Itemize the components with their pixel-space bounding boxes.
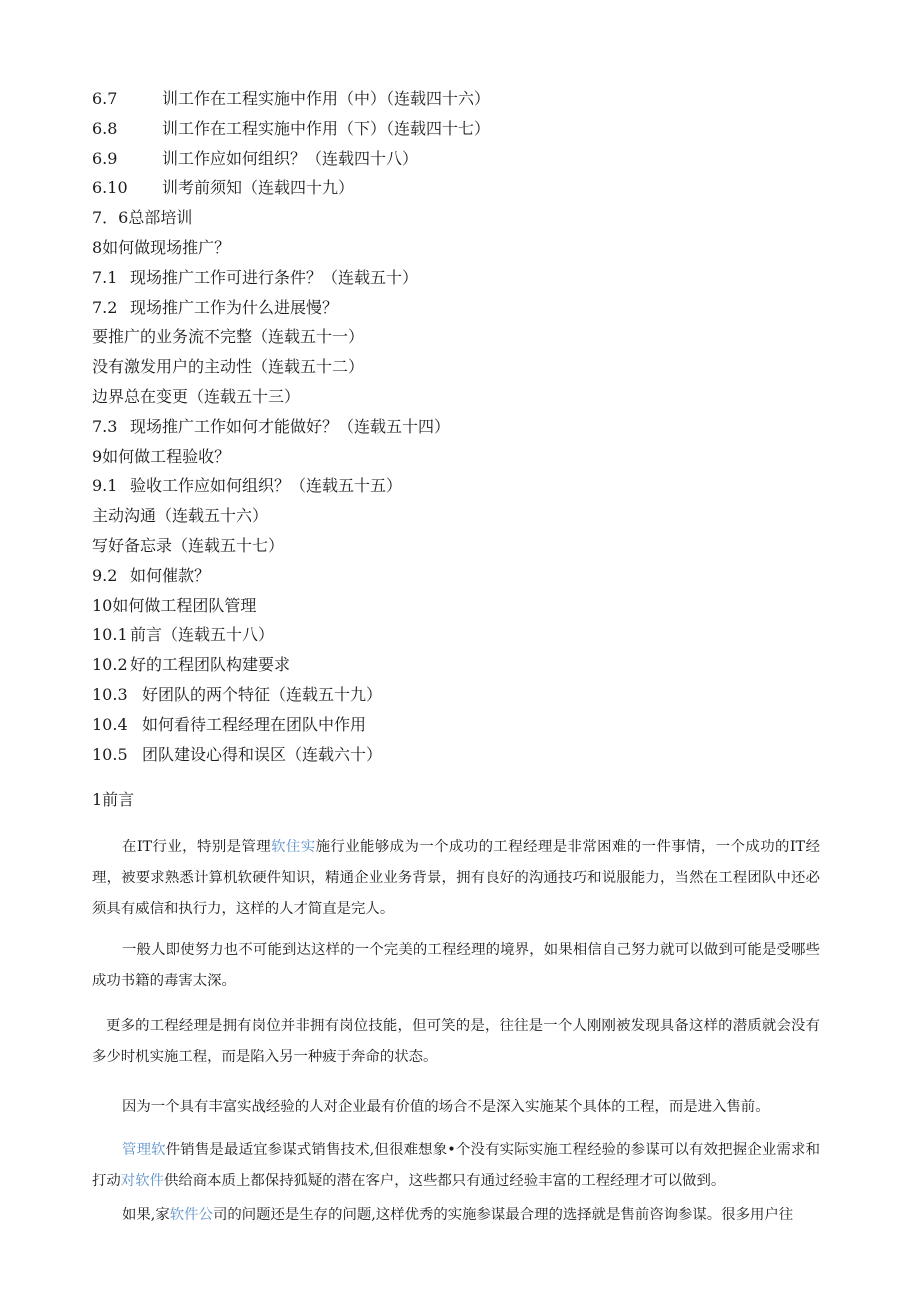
toc-number: 9.1 bbox=[92, 476, 118, 496]
paragraph: 一般人即使努力也不可能到达这样的一个完美的工程经理的境界，如果相信自己努力就可以做到可能是受哪些成功书籍的毒害太深。 bbox=[92, 942, 820, 989]
toc-title: 训工作在工程实施中作用（中）（连载四十六） bbox=[162, 89, 491, 108]
toc-subitem: 边界总在变更（连载五十三） bbox=[92, 386, 301, 406]
paragraph-text: 供给商本质上都保持狐疑的潜在客户，这些都只有通过经验丰富的工程经理才可以做到。 bbox=[163, 1173, 726, 1189]
toc-subitem: 没有激发用户的主动性（连载五十二） bbox=[92, 357, 365, 377]
toc-title: 好团队的两个特征（连载五十九） bbox=[142, 684, 383, 704]
inline-link[interactable]: 管理软 bbox=[122, 1142, 166, 1158]
toc-heading: 9如何做工程验收？ bbox=[92, 446, 231, 466]
inline-link[interactable]: 软件公 bbox=[169, 1207, 213, 1223]
toc-number: 10.1 bbox=[92, 625, 128, 645]
toc-line bbox=[92, 263, 832, 293]
toc-title: 训工作应如何组织？（连载四十八） bbox=[162, 148, 419, 168]
paragraph-text: 在IT行业，特别是管理 bbox=[122, 839, 272, 855]
toc-heading: 7．6总部培训 bbox=[92, 208, 193, 228]
toc-title: 现场推广工作如何才能做好？（连载五十四） bbox=[130, 416, 451, 436]
toc-title: 如何催款？ bbox=[130, 565, 211, 585]
paragraph bbox=[92, 1200, 820, 1231]
toc-number: 6.7 bbox=[92, 89, 118, 108]
toc-title: 现场推广工作可进行条件？（连载五十） bbox=[130, 267, 419, 287]
toc-subitem: 要推广的业务流不完整（连载五十一） bbox=[92, 327, 365, 347]
toc-subitem: 写好备忘录（连载五十七） bbox=[92, 535, 285, 555]
toc-heading: 8如何做现场推广？ bbox=[92, 237, 231, 257]
toc-line bbox=[92, 412, 832, 442]
paragraph bbox=[92, 1135, 820, 1197]
paragraph-text: 如果,家 bbox=[122, 1207, 170, 1223]
toc-line bbox=[92, 710, 832, 740]
paragraph: 因为一个具有丰富实战经验的人对企业最有价值的场合不是深入实施某个具体的工程，而是进入售前。 bbox=[122, 1099, 770, 1115]
toc-title: 现场推广工作为什么进展慢？ bbox=[130, 297, 339, 317]
toc-line bbox=[92, 680, 832, 710]
toc-line bbox=[92, 471, 832, 501]
toc-number: 10.3 bbox=[92, 684, 128, 704]
section-title: 1前言 bbox=[92, 790, 135, 809]
toc-number: 9.2 bbox=[92, 565, 118, 585]
toc-subitem: 主动沟通（连载五十六） bbox=[92, 506, 269, 526]
toc-line bbox=[92, 561, 832, 591]
toc-number: 10.2 bbox=[92, 655, 128, 675]
paragraph-text: 司的问题还是生存的问题,这样优秀的实施参谋最合理的选择就是售前咨询参谋。很多用户往 bbox=[212, 1207, 794, 1223]
toc-number: 7.1 bbox=[92, 267, 118, 287]
toc-title: 如何看待工程经理在团队中作用 bbox=[142, 714, 367, 734]
toc-heading: 10如何做工程团队管理 bbox=[92, 595, 257, 615]
toc-line bbox=[92, 173, 832, 203]
toc-number: 10.4 bbox=[92, 714, 128, 734]
toc-line bbox=[92, 620, 832, 650]
toc-title: 好的工程团队构建要求 bbox=[130, 655, 291, 675]
paragraph-text: 施行业能够成为一个成功的工程经理是非常困难的一件事情，一个成功的IT经理，被要求熟悉计算机软硬件知识，精通企业业务背景，拥有良好的沟通技巧和说服能力，当然在工程团队中还必须具有威信和执行力，这样的人才简直是完人。 bbox=[92, 839, 820, 917]
toc-line bbox=[92, 293, 832, 323]
paragraph: 更多的工程经理是拥有岗位并非拥有岗位技能，但可笑的是，往往是一个人刚刚被发现具备这样的潜质就会没有多少时机实施工程，而是陷入另一种疲于奔命的状态。 bbox=[92, 1018, 820, 1065]
toc-number: 7.3 bbox=[92, 416, 118, 436]
toc-title: 训考前须知（连载四十九） bbox=[162, 178, 355, 198]
toc-number: 10.5 bbox=[92, 744, 128, 764]
toc-title: 前言（连载五十八） bbox=[130, 625, 275, 645]
toc-line bbox=[92, 650, 832, 680]
toc-line bbox=[92, 84, 832, 114]
table-of-contents bbox=[92, 84, 832, 769]
inline-link[interactable]: 软住实 bbox=[271, 839, 316, 855]
toc-line bbox=[92, 144, 832, 174]
toc-title: 团队建设心得和误区（连载六十） bbox=[142, 744, 383, 764]
toc-number: 6.8 bbox=[92, 118, 118, 138]
toc-line bbox=[92, 114, 832, 144]
toc-title: 训工作在工程实施中作用（下）（连载四十七） bbox=[162, 118, 491, 138]
toc-line bbox=[92, 740, 832, 770]
paragraph-text: 件销售是最适宜参谋式销售技术,但很难想象•个没有实际实施工程经验的参谋可以有效把握企业需求和打动 bbox=[92, 1142, 820, 1189]
toc-number: 7.2 bbox=[92, 297, 118, 317]
inline-link[interactable]: 对软件 bbox=[120, 1173, 164, 1189]
toc-title: 验收工作应如何组织？（连载五十五） bbox=[130, 476, 403, 496]
paragraph bbox=[92, 832, 820, 925]
toc-number: 6.9 bbox=[92, 148, 118, 168]
toc-number: 6.10 bbox=[92, 178, 128, 198]
